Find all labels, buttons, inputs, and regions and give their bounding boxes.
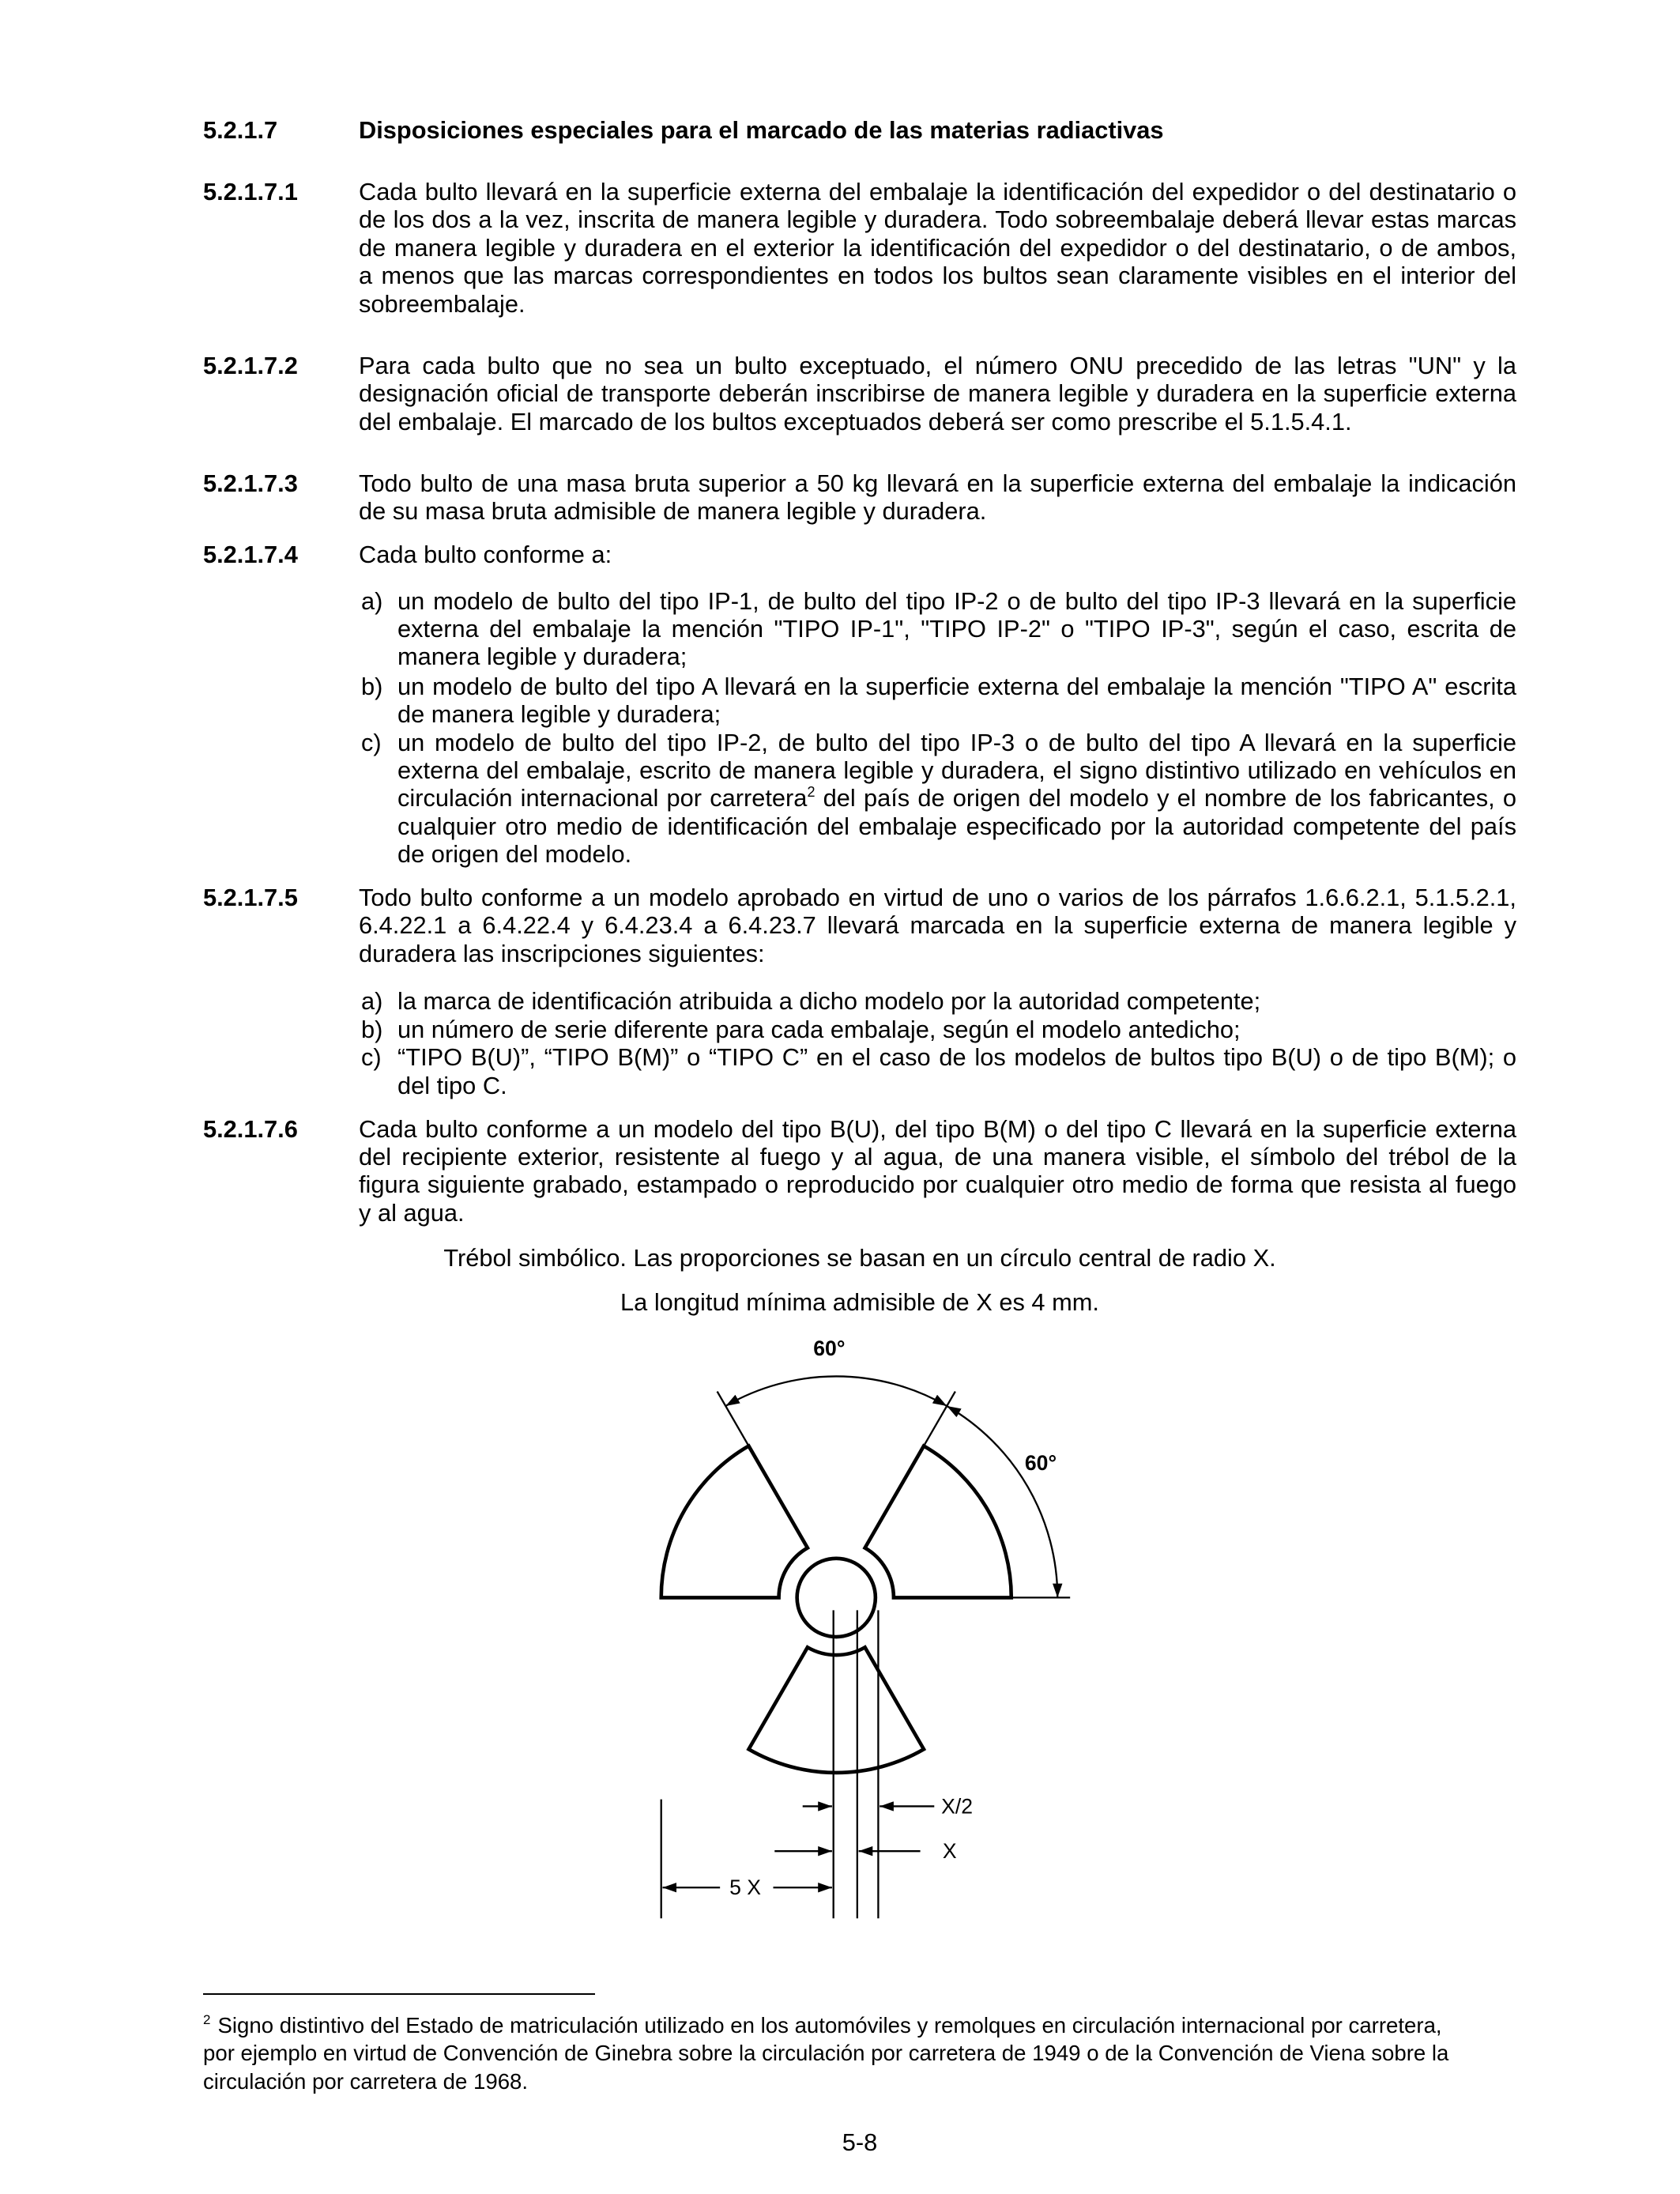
paragraph-line: a menos que las marcas correspondientes en todos los bultos sean claramente visibles en el interior del — [359, 262, 1516, 290]
section-number: 5.2.1.7.6 — [203, 1114, 298, 1143]
paragraph-line: un modelo de bulto del tipo IP-1, de bulto del tipo IP-2 o de bulto del tipo IP-3 llevará en la superficie — [397, 586, 1516, 615]
paragraph-line: externa del embalaje, escrito de manera legible y duradera, el signo distintivo utilizado en vehículos en — [397, 756, 1516, 784]
paragraph-line: duradera las inscripciones siguientes: — [359, 939, 765, 967]
footnote-line — [203, 2011, 1442, 2039]
footnote-reference: 2 — [807, 784, 816, 801]
section-5-2-1-7-1-body — [359, 178, 1516, 318]
footnote-line: circulación por carretera de 1968. — [203, 2068, 529, 2094]
paragraph-line: del recipiente exterior, resistente al fuego y al agua, de una manera visible, el símbolo del trébol de la — [359, 1142, 1516, 1171]
list-item-label: b) — [361, 1015, 383, 1043]
dimension-label-half-x: X/2 — [941, 1794, 974, 1819]
trefoil-blade-left — [661, 1446, 808, 1598]
list-item-label: a) — [361, 586, 383, 615]
line-text: del país de origen del modelo y el nombre de los fabricantes, o — [815, 784, 1516, 812]
dimension-label-five-x: 5 X — [729, 1875, 761, 1900]
paragraph-line: de origen del modelo. — [397, 840, 632, 869]
list-item-label: c) — [361, 728, 382, 756]
paragraph-line: un modelo de bulto del tipo IP-2, de bulto del tipo IP-3 o de bulto del tipo A llevará en la superficie — [397, 728, 1516, 756]
angle-label-top: 60° — [813, 1336, 846, 1360]
trefoil-diagram — [616, 1323, 1121, 1932]
section-5-2-1-7-3-body — [359, 469, 1516, 526]
paragraph-line: Todo bulto conforme a un modelo aprobado en virtud de uno o varios de los párrafos 1.6.6.2.1, 5.1.5.2.1, — [359, 884, 1516, 911]
paragraph-line: del embalaje. El marcado de los bultos exceptuados deberá ser como prescribe el 5.1.5.4.1. — [359, 407, 1352, 435]
paragraph-line: manera legible y duradera; — [397, 643, 687, 671]
list-item-label: a) — [361, 987, 383, 1016]
trefoil-blade-right — [865, 1446, 1011, 1598]
list-item-text — [397, 673, 1516, 729]
page-number: 5-8 — [842, 2128, 878, 2156]
angle-arc-top — [725, 1376, 947, 1406]
footnote-number: 2 — [203, 2011, 211, 2027]
heading-number: 5.2.1.7 — [203, 116, 278, 144]
paragraph-line: externa del embalaje la mención "TIPO IP-1", "TIPO IP-2" o "TIPO IP-3", según el caso, escrita de — [397, 614, 1516, 643]
section-5-2-1-7-4-body — [359, 541, 1516, 568]
section-5-2-1-7-5-body — [359, 884, 1516, 967]
dimension-label-x: X — [942, 1839, 957, 1864]
paragraph-line: de su masa bruta admisible de manera legible y duradera. — [359, 497, 987, 526]
paragraph-line: Para cada bulto que no sea un bulto exceptuado, el número ONU precedido de las letras "UN" y la — [359, 352, 1516, 379]
list-item-label: b) — [361, 672, 383, 700]
paragraph-line-with-footnote-ref — [397, 784, 1516, 812]
list-item-text — [397, 729, 1516, 869]
paragraph-line: cualquier otro medio de identificación del embalaje especificado por la autoridad competente del país — [397, 812, 1516, 840]
extension-line-left — [718, 1392, 749, 1446]
heading-title: Disposiciones especiales para el marcado de las materias radiactivas — [359, 116, 1164, 144]
section-number: 5.2.1.7.4 — [203, 541, 298, 568]
paragraph-line: Cada bulto conforme a: — [359, 541, 612, 568]
paragraph-line: de manera legible y duradera; — [397, 700, 721, 729]
footnote-text: Signo distintivo del Estado de matriculación utilizado en los automóviles y remolques en circulación internacional por carretera, — [217, 2012, 1442, 2038]
footnote-separator — [203, 1993, 595, 1995]
section-5-2-1-7-6-body — [359, 1115, 1516, 1227]
paragraph-line: sobreembalaje. — [359, 289, 525, 318]
paragraph-line: Cada bulto llevará en la superficie externa del embalaje la identificación del expedidor o del destinatario o — [359, 178, 1516, 205]
angle-label-right: 60° — [1024, 1451, 1057, 1476]
list-item-text — [397, 987, 1516, 1015]
paragraph-line: designación oficial de transporte deberán inscribirse de manera legible y duradera en la superficie externa — [359, 379, 1516, 408]
paragraph-line: la marca de identificación atribuida a dicho modelo por la autoridad competente; — [397, 987, 1261, 1016]
paragraph-line: de los dos a la vez, inscrita de manera legible y duradera. Todo sobreembalaje deberá llevar estas marcas — [359, 205, 1516, 234]
figure-caption: Trébol simbólico. Las proporciones se basan en un círculo central de radio X. — [443, 1243, 1276, 1272]
paragraph-line: 6.4.22.1 a 6.4.22.4 y 6.4.23.4 a 6.4.23.7 llevará marcada en la superficie externa de manera legible y — [359, 911, 1516, 940]
paragraph-line: un modelo de bulto del tipo A llevará en la superficie externa del embalaje la mención "TIPO A" escrita — [397, 672, 1516, 700]
paragraph-line: figura siguiente grabado, estampado o reproducido por cualquier otro medio de forma que resista al fuego — [359, 1171, 1516, 1199]
paragraph-line: un número de serie diferente para cada embalaje, según el modelo antedicho; — [397, 1015, 1241, 1043]
section-5-2-1-7-2-body — [359, 352, 1516, 435]
paragraph-line: de manera legible y duradera en el exterior la identificación del expedidor o del destinatario, o de ambos, — [359, 233, 1516, 262]
paragraph-line: Cada bulto conforme a un modelo del tipo B(U), del tipo B(M) o del tipo C llevará en la superficie externa — [359, 1114, 1516, 1143]
section-number: 5.2.1.7.3 — [203, 469, 298, 497]
paragraph-line: y al agua. — [359, 1198, 465, 1227]
trefoil-center-circle — [797, 1559, 876, 1637]
paragraph-line: del tipo C. — [397, 1071, 507, 1099]
list-item-label: c) — [361, 1043, 382, 1072]
section-number: 5.2.1.7.5 — [203, 884, 298, 911]
trefoil-blade-bottom — [748, 1647, 924, 1773]
section-number: 5.2.1.7.2 — [203, 352, 298, 379]
footnote-line: por ejemplo en virtud de Convención de Ginebra sobre la circulación por carretera de 1949 o de la Convención de Viena sobre la — [203, 2041, 1449, 2065]
list-item-text — [397, 1016, 1516, 1043]
section-number: 5.2.1.7.1 — [203, 178, 298, 205]
figure-note: La longitud mínima admisible de X es 4 mm. — [620, 1288, 1099, 1317]
paragraph-line: “TIPO B(U)”, “TIPO B(M)” o “TIPO C” en el caso de los modelos de bultos tipo B(U) o de tipo B(M); o — [397, 1043, 1516, 1072]
paragraph-line: Todo bulto de una masa bruta superior a 50 kg llevará en la superficie externa del embalaje la indicación — [359, 469, 1516, 497]
line-text: circulación internacional por carretera — [397, 784, 808, 812]
extension-line-right — [924, 1392, 955, 1446]
list-item-text — [397, 1043, 1516, 1099]
list-item-text — [397, 587, 1516, 671]
